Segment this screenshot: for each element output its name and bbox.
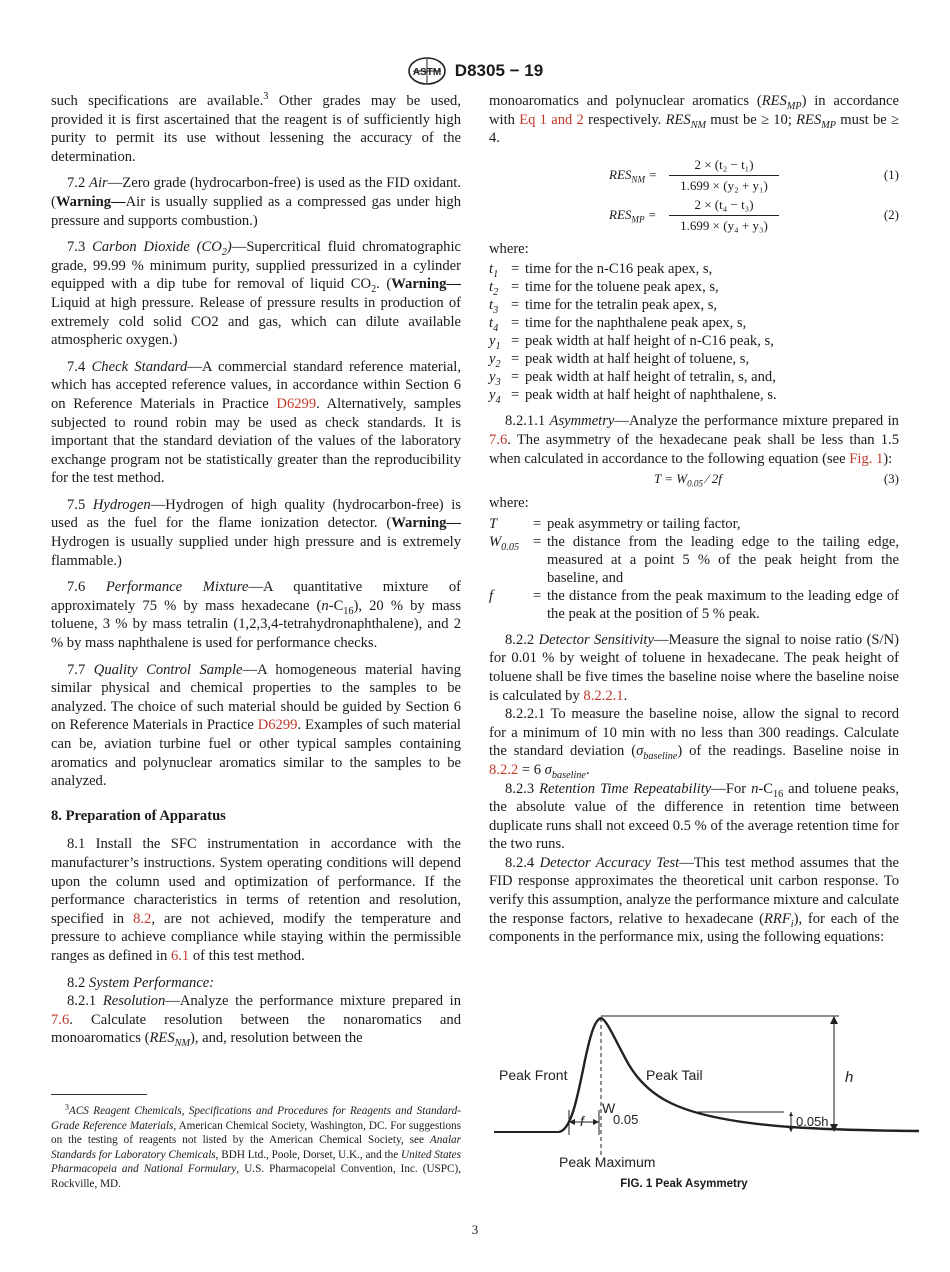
section-7-2: 7.2 Air—Zero grade (hydrocarbon-free) is used as the FID oxidant. (Warning—Air is usually supplied as a compressed gas under high pressure and supports combustion.)	[51, 175, 461, 229]
section-8-2-2: 8.2.2 Detector Sensitivity—Measure the signal to noise ratio (S/N) for 0.01 % by weight of toluene in hexadecane. The peak height of toluene shall be five times the baseline noise where the baseline noise is calculated by 8.2.2.1.	[489, 631, 900, 704]
left-column	[51, 92, 461, 1048]
section-8-heading: 8. Preparation of Apparatus	[51, 807, 226, 824]
definition-row: $t_2$ = time for the toluene peak apex, s,	[489, 279, 719, 299]
link-6-1[interactable]: 6.1	[170, 947, 190, 964]
svg-text:ASTM: ASTM	[412, 67, 441, 78]
figure-caption: FIG. 1 Peak Asymmetry	[620, 1178, 748, 1190]
link-fig-1[interactable]: Fig. 1	[849, 450, 884, 467]
peak-maximum-label: Peak Maximum	[559, 1154, 656, 1170]
link-7-6[interactable]: 7.6	[489, 431, 508, 448]
equation-2: $RES_{MP}$ = $\frac{\text{2 × (t₄ − t₃)}}{\text{1.699 × (y₄ + y₃)}}$ (2)	[609, 196, 899, 234]
link-7-6[interactable]: 7.6	[51, 1011, 70, 1028]
paragraph-continuation: such specifications are available.$^3$ Other grades may be used, provided it is first ascertained that the reagent is of sufficiently high purity to permit its use without lessening the accuracy of the determination.	[51, 91, 461, 165]
section-8-2-4: 8.2.4 Detector Accuracy Test—This test method assumes that the FID response approximates the theoretical unit carbon response. To verify this assumption, analyze the performance mixture and calculate the response factors, relative to hexadecane $(RRF_i)$, for each of the components in the performance mix, using the following equations:	[489, 854, 899, 946]
equation-3: $T = W_{0.05}$ ⁄ 2f (3)	[654, 471, 899, 489]
peak-tail-label: Peak Tail	[646, 1067, 703, 1083]
page-header	[0, 56, 950, 86]
section-8-2-1: 8.2.1 Resolution—Analyze the performance mixture prepared in 7.6. Calculate resolution between the nonaromatics and monoaromatics $(RES_{NM})$, and, resolution between the	[51, 993, 461, 1050]
section-8-2-1-1: 8.2.1.1 Asymmetry—Analyze the performance mixture prepared in 7.6. The asymmetry of the hexadecane peak shall be less than 1.5 when calculated in accordance to the following equation (see Fig. 1):	[489, 413, 899, 467]
peak-asymmetry-figure	[489, 1010, 919, 1200]
equation-1: $RES_{NM}$ = $\frac{\text{2 × (t₂ − t₁)}}{\text{1.699 × (y₂ + y₁)}}$ (1)	[609, 156, 899, 194]
definition-row: $t_3$ = time for the tetralin peak apex, s,	[489, 297, 718, 317]
definition-row: $t_4$ = time for the naphthalene peak apex, s,	[489, 315, 747, 335]
where-label: where:	[489, 240, 529, 257]
section-7-5: 7.5 Hydrogen—Hydrogen of high quality (hydrocarbon-free) is used as the fuel for the flame ionization detector. (Warning—Hydrogen is usually supplied under high pressure and is extremely flammable.)	[51, 496, 461, 569]
right-column	[489, 92, 899, 947]
h-label: h	[845, 1069, 854, 1086]
definition-row: f = the distance from the peak maximum to the leading edge of the peak at the position of 5 % peak.	[489, 587, 899, 622]
w-sub-label: 0.05	[613, 1112, 639, 1127]
section-8-2-2-1: 8.2.2.1 To measure the baseline noise, allow the signal to record for a minimum of 10 min with no less than 300 readings. Calculate the standard deviation $(\sigma_{baseline})$ of the readings. Baseline noise in 8.2.2 = 6 $\sigma_{baseline}$.	[489, 706, 899, 781]
section-7-7: 7.7 Quality Control Sample—A homogeneous material having similar physical and chemical properties to the samples to be analyzed. The choice of such material should be guided by Section 6 on Reference Materials in Practice D6299. Examples of such material can be, aviation turbine fuel or other typical samples containing aromatics and polynuclear aromatics similar to the samples to be analyzed.	[51, 661, 462, 790]
link-eq-1-2[interactable]: Eq 1 and 2	[519, 111, 584, 128]
definition-row: $y_1$ = peak width at half height of n-C16 peak, s,	[489, 333, 774, 353]
definition-row: $y_4$ = peak width at half height of naphthalene, s.	[489, 387, 777, 407]
footnote-3: $^3$ACS Reagent Chemicals, Specifications and Procedures for Reagents and Standard-Grade Reference Materials, American Chemical Society, Washington, DC. For suggestions on the testing of reagents not listed by the American Chemical Society, see Analar Standards for Laboratory Chemicals, BDH Ltd., Poole, Dorset, U.K., and the United States Pharmacopeia and National Formulary, U.S. Pharmacopeial Convention, Inc. (USPC), Rockville, MD.	[51, 1102, 461, 1190]
definition-row: $y_3$ = peak width at half height of tetralin, s, and,	[489, 369, 776, 389]
section-8-2-3: 8.2.3 Retention Time Repeatability—For $n-C_{16}$ and toluene peaks, the absolute value of the difference in retention time between duplicate runs shall not exceed 0.5 % of the average retention time for the two runs.	[489, 780, 899, 853]
link-8-2-2[interactable]: 8.2.2	[489, 761, 519, 778]
standard-designation: D8305 − 19	[454, 61, 544, 80]
definitions-list-2	[489, 515, 899, 623]
f-label: f	[580, 1113, 584, 1129]
link-8-2[interactable]: 8.2	[133, 910, 152, 927]
astm-logo-icon	[407, 56, 447, 86]
section-7-3: 7.3 Carbon Dioxide $(CO_2)—Supercritical$ fluid chromatographic grade, 99.99 % minimum purity, supplied pressurized in a cylinder equipped with a dip tube for removal of liquid $CO_2$. (Warning—Liquid at high pressure. Release of pressure results in production of extremely cold solid CO2 and gas, which can dilute available atmospheric oxygen.)	[51, 239, 461, 349]
footnote-rule	[51, 1094, 147, 1095]
link-8-2-2-1[interactable]: 8.2.2.1	[583, 687, 624, 704]
definition-row: $y_2$ = peak width at half height of toluene, s,	[489, 351, 750, 371]
peak-front-label: Peak Front	[499, 1067, 568, 1083]
where-label: where:	[489, 495, 529, 512]
section-7-6: 7.6 Performance Mixture—A quantitative mixture of approximately 75 % by mass hexadecane $(n-C_{16})$, 20 % by mass toluene, 3 % by mass tetralin (1,2,3,4-tetrahydronaphthalene), and 2 % by mass naphthalene is used for performance checks.	[51, 579, 461, 652]
link-d6299[interactable]: D6299	[257, 717, 298, 734]
paragraph-continuation-right: monoaromatics and polynuclear aromatics $(RES_{MP})$ in accordance with Eq 1 and 2 respectively. $RES_{NM}$ must be ≥ 10; $RES_{MP}$ must be ≥ 4.	[489, 93, 899, 147]
page-number: 3	[471, 1222, 479, 1237]
h005-label: 0.05h	[796, 1114, 829, 1129]
link-d6299[interactable]: D6299	[276, 395, 317, 412]
definition-row: T = peak asymmetry or tailing factor,	[489, 515, 741, 532]
section-7-4: 7.4 Check Standard—A commercial standard reference material, which has accepted reference values, in accordance within Section 6 on Reference Materials in Practice D6299. Alternatively, samples subjected to round robin may be used as check standards. It is important that the standard deviation of the values of the laboratory exchange program not be statistically greater than the reproducibility for the test method.	[51, 358, 461, 487]
section-8-2: 8.2 System Performance:	[67, 974, 215, 991]
w-label: W	[602, 1100, 616, 1116]
definition-row: $t_1$ = time for the n-C16 peak apex, s,	[489, 261, 713, 281]
definitions-list-1	[489, 260, 899, 407]
section-8-1: 8.1 Install the SFC instrumentation in accordance with the manufacturer’s instructions. System operating conditions will depend upon the column used and optimization of performance. If the performance characteristics in terms of retention and resolution, specified in 8.2, are not achieved, modify the temperature and pressure to achieve compliance while staying within the permissible ranges as defined in 6.1 of this test method.	[51, 836, 461, 964]
definition-row: $W_{0.05}$ = the distance from the leading edge to the tailing edge, measured at a point 5 % of the peak height from the baseline, and	[489, 533, 899, 586]
